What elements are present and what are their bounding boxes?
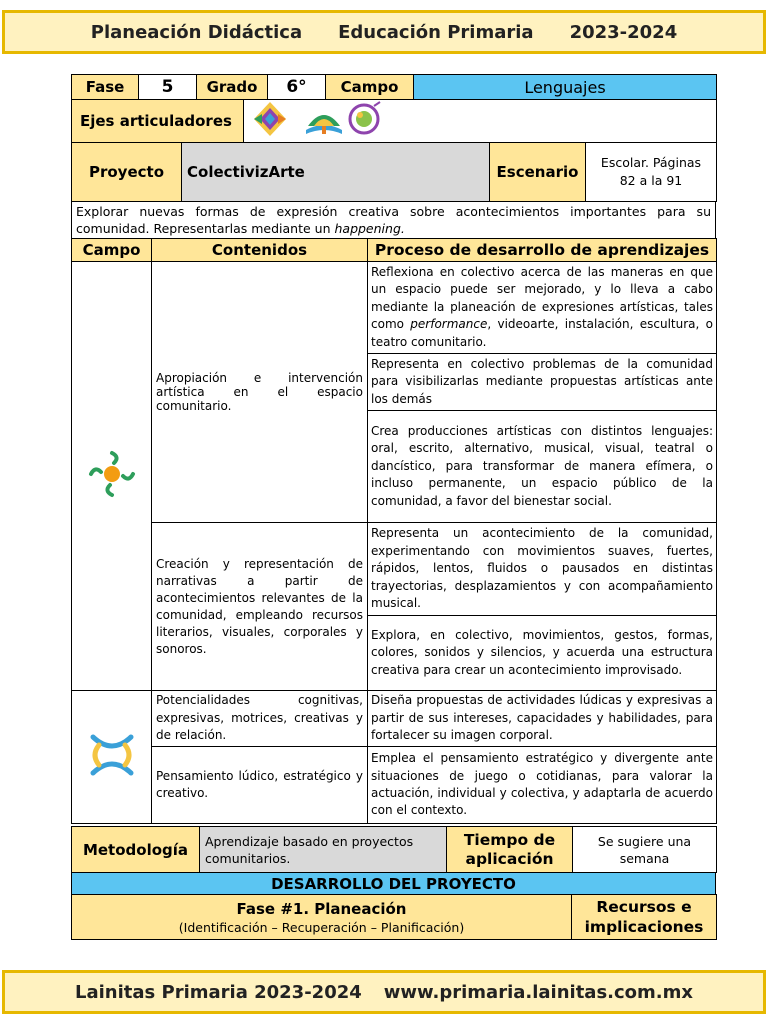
- pda-reflexiona-italic: performance: [410, 317, 488, 332]
- paint-splash-icon: [350, 102, 380, 133]
- metodologia-label: Metodología: [72, 827, 200, 873]
- fase-planeacion-row: [71, 894, 717, 940]
- header-proceso: Proceso de desarrollo de aprendizajes: [368, 239, 717, 262]
- ejes-icon-group: [252, 100, 392, 138]
- lenguajes-icon: [87, 449, 137, 499]
- description-italic: happening.: [334, 221, 405, 236]
- pda-reflexiona-text: Reflexiona en colectivo acerca de las maneras en que un espacio puede ser mejorado, y lo lleva a cabo mediante la planeación de expresiones artísticas, tales como: [371, 264, 713, 332]
- desarrollo-row: [71, 872, 716, 895]
- header-level: Educación Primaria: [338, 21, 534, 43]
- proyecto-label: Proyecto: [72, 143, 182, 202]
- campo-lenguajes-cell: [72, 262, 152, 691]
- tiempo-label: Tiempo de aplicación: [447, 827, 573, 873]
- pda-representa-problemas: Representa en colectivo problemas de la comunidad para visibilizarlas mediante propuestas artísticas ante los demás: [368, 354, 717, 411]
- metodologia-value: Aprendizaje basado en proyectos comunitarios.: [200, 827, 447, 873]
- escenario-value: Escolar. Páginas 82 a la 91: [586, 143, 717, 202]
- footer-site-name: Lainitas Primaria 2023-2024: [75, 981, 362, 1003]
- footer-banner: [2, 970, 766, 1014]
- header-title: Planeación Didáctica: [90, 21, 303, 43]
- desarrollo-title: DESARROLLO DEL PROYECTO: [72, 873, 716, 895]
- ejes-icons: [244, 100, 717, 143]
- fase-planeacion-subtitle: (Identificación – Recuperación – Planificación): [178, 919, 465, 935]
- content-apropiacion: Apropiación e intervención artística en el espacio comunitario.: [152, 262, 368, 523]
- recursos-label: Recursos e implicaciones: [572, 895, 717, 940]
- proyecto-row: [71, 142, 717, 202]
- grado-label: Grado: [197, 75, 268, 100]
- ejes-label: Ejes articuladores: [72, 100, 244, 143]
- pda-reflexiona-text-end: , videoarte, instalación, escultura, o teatro comunitario.: [371, 317, 713, 349]
- campo-value: Lenguajes: [414, 75, 717, 100]
- campo-humano-cell: [72, 691, 152, 824]
- header-year: 2023-2024: [569, 21, 678, 43]
- metodologia-row: [71, 826, 717, 873]
- content-potencialidades: Potencialidades cognitivas, expresivas, motrices, creativas y de relación.: [152, 691, 368, 747]
- header-banner: [2, 10, 766, 54]
- fase-planeacion-cell: [72, 895, 572, 940]
- tiempo-value: Se sugiere una semana: [573, 827, 717, 873]
- description-row: [71, 201, 716, 239]
- humano-comunitario-icon: [87, 733, 137, 777]
- fase-label: Fase: [72, 75, 139, 100]
- proyecto-value: ColectivizArte: [182, 143, 490, 202]
- info-row: [71, 74, 717, 100]
- pda-representa-acontecimiento: Representa un acontecimiento de la comunidad, experimentando con movimientos suaves, fuertes, rápidos, lentos, fluidos o pausados en distintas trayectorias, desplazamientos y con acompañamiento musical.: [368, 523, 717, 616]
- pda-emplea: Emplea el pensamiento estratégico y divergente ante situaciones de juego o cotidianas, para valorar la actuación, individual y colectiva, y adaptarla de acuerdo con el contexto.: [368, 747, 717, 824]
- content-table: [71, 238, 717, 824]
- fase-planeacion-title: Fase #1. Planeación: [236, 899, 407, 918]
- escenario-label: Escenario: [490, 143, 586, 202]
- pda-crea-producciones: Crea producciones artísticas con distintos lenguajes: oral, escrito, alternativo, musical, visual, teatral o dancístico, para transformar de manera efímera, o incluso permanente, un espacio público de la comunidad, a favor del bienestar social.: [368, 411, 717, 523]
- diamond-arrows-icon: [254, 102, 286, 136]
- pda-reflexiona: [368, 262, 717, 354]
- footer-url[interactable]: www.primaria.lainitas.com.mx: [383, 981, 693, 1003]
- ejes-row: [71, 99, 717, 143]
- header-campo: Campo: [72, 239, 152, 262]
- pda-explora: Explora, en colectivo, movimientos, gestos, formas, colores, sonidos y silencios, y acuerda una estructura creativa para crear un acontecimiento improvisado.: [368, 616, 717, 691]
- project-description: [72, 202, 716, 239]
- header-contenidos: Contenidos: [152, 239, 368, 262]
- grado-value: 6°: [268, 75, 326, 100]
- content-pensamiento: Pensamiento lúdico, estratégico y creativo.: [152, 747, 368, 824]
- book-reading-icon: [306, 115, 342, 134]
- fase-value: 5: [139, 75, 197, 100]
- pda-disena: Diseña propuestas de actividades lúdicas y expresivas a partir de sus intereses, capacidades y habilidades, para fortalecer su imagen corporal.: [368, 691, 717, 747]
- campo-label: Campo: [326, 75, 414, 100]
- content-creacion-narrativas: Creación y representación de narrativas a partir de acontecimientos relevantes de la comunidad, empleando recursos literarios, visuales, corporales y sonoros.: [152, 523, 368, 691]
- description-text: Explorar nuevas formas de expresión creativa sobre acontecimientos importantes para su comunidad. Representarlas mediante un: [76, 204, 711, 236]
